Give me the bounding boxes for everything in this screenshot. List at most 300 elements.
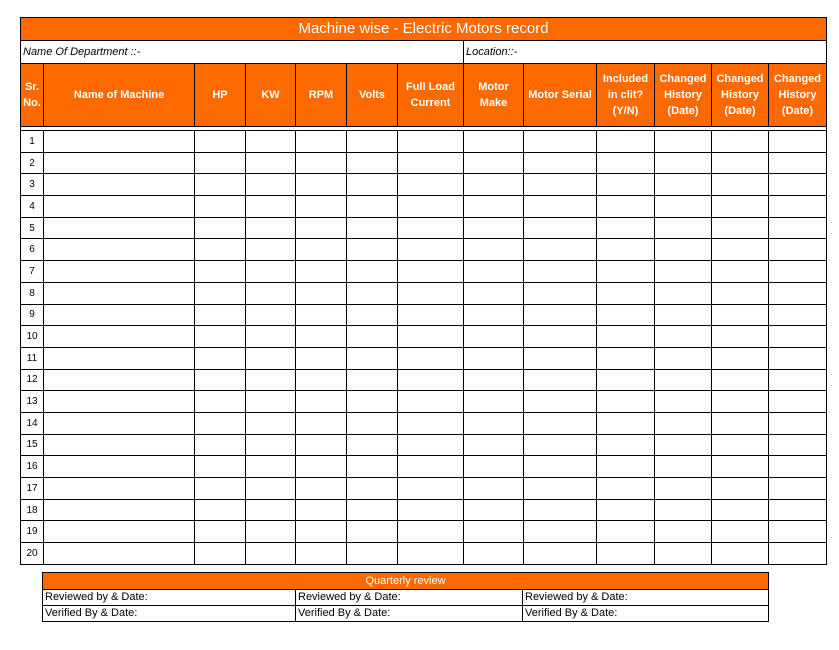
- row-number: 10: [21, 326, 44, 348]
- table-cell[interactable]: [464, 543, 524, 565]
- table-cell[interactable]: [712, 304, 769, 326]
- table-cell[interactable]: [246, 304, 296, 326]
- table-cell[interactable]: [712, 456, 769, 478]
- table-cell[interactable]: [464, 499, 524, 521]
- table-cell[interactable]: [195, 543, 246, 565]
- table-cell[interactable]: [347, 478, 398, 500]
- table-cell[interactable]: [464, 326, 524, 348]
- table-cell[interactable]: [464, 152, 524, 174]
- table-cell[interactable]: [195, 499, 246, 521]
- col-changed-history-3: Changed History (Date): [769, 64, 827, 127]
- table-cell[interactable]: [524, 196, 597, 218]
- table-cell[interactable]: [597, 174, 655, 196]
- table-cell[interactable]: [195, 282, 246, 304]
- table-cell[interactable]: [44, 131, 195, 153]
- table-cell[interactable]: [246, 391, 296, 413]
- table-cell[interactable]: [524, 456, 597, 478]
- department-field[interactable]: Name Of Department ::-: [21, 41, 464, 64]
- table-cell[interactable]: [398, 261, 464, 283]
- table-cell[interactable]: [655, 196, 712, 218]
- table-cell[interactable]: [246, 326, 296, 348]
- table-cell[interactable]: [398, 326, 464, 348]
- table-row: [21, 434, 827, 456]
- table-cell[interactable]: [464, 369, 524, 391]
- table-cell[interactable]: [246, 152, 296, 174]
- table-cell[interactable]: [398, 369, 464, 391]
- table-cell[interactable]: [44, 543, 195, 565]
- table-cell[interactable]: [347, 261, 398, 283]
- table-cell[interactable]: [398, 347, 464, 369]
- table-cell[interactable]: [347, 239, 398, 261]
- table-cell[interactable]: [347, 282, 398, 304]
- table-cell[interactable]: [246, 478, 296, 500]
- table-cell[interactable]: [44, 478, 195, 500]
- table-cell[interactable]: [398, 174, 464, 196]
- table-cell[interactable]: [195, 131, 246, 153]
- table-cell[interactable]: [347, 369, 398, 391]
- table-cell[interactable]: [246, 521, 296, 543]
- table-body: [21, 131, 827, 565]
- table-cell[interactable]: [655, 347, 712, 369]
- table-cell[interactable]: [296, 282, 347, 304]
- table-cell[interactable]: [296, 391, 347, 413]
- table-row: [21, 499, 827, 521]
- table-cell[interactable]: [655, 434, 712, 456]
- table-cell[interactable]: [347, 326, 398, 348]
- table-row: [21, 152, 827, 174]
- table-cell[interactable]: [524, 369, 597, 391]
- row-number: 6: [21, 239, 44, 261]
- table-cell[interactable]: [524, 304, 597, 326]
- table-cell[interactable]: [44, 412, 195, 434]
- table-cell[interactable]: [597, 326, 655, 348]
- table-cell[interactable]: [195, 369, 246, 391]
- table-cell[interactable]: [464, 131, 524, 153]
- table-cell[interactable]: [769, 217, 827, 239]
- table-cell[interactable]: [44, 391, 195, 413]
- table-cell[interactable]: [296, 304, 347, 326]
- table-row: [21, 282, 827, 304]
- col-full-load-current: Full Load Current: [398, 64, 464, 127]
- table-cell[interactable]: [398, 131, 464, 153]
- table-cell[interactable]: [246, 499, 296, 521]
- table-cell[interactable]: [246, 434, 296, 456]
- table-cell[interactable]: [347, 347, 398, 369]
- row-number: 16: [21, 456, 44, 478]
- table-cell[interactable]: [597, 261, 655, 283]
- table-cell[interactable]: [524, 434, 597, 456]
- table-cell[interactable]: [246, 347, 296, 369]
- table-cell[interactable]: [464, 196, 524, 218]
- table-cell[interactable]: [712, 347, 769, 369]
- table-cell[interactable]: [44, 174, 195, 196]
- quarterly-review-box: [42, 572, 768, 622]
- table-cell[interactable]: [712, 131, 769, 153]
- table-cell[interactable]: [464, 174, 524, 196]
- table-cell[interactable]: [195, 456, 246, 478]
- col-rpm: RPM: [296, 64, 347, 127]
- table-cell[interactable]: [597, 304, 655, 326]
- table-cell[interactable]: [464, 304, 524, 326]
- table-cell[interactable]: [246, 261, 296, 283]
- table-cell[interactable]: [398, 196, 464, 218]
- table-cell[interactable]: [769, 174, 827, 196]
- row-number: 8: [21, 282, 44, 304]
- table-cell[interactable]: [347, 543, 398, 565]
- table-cell[interactable]: [597, 543, 655, 565]
- table-cell[interactable]: [195, 391, 246, 413]
- table-cell[interactable]: [44, 369, 195, 391]
- col-kw: KW: [246, 64, 296, 127]
- table-row: [21, 347, 827, 369]
- table-cell[interactable]: [597, 499, 655, 521]
- table-cell[interactable]: [712, 521, 769, 543]
- table-cell[interactable]: [524, 174, 597, 196]
- table-cell[interactable]: [769, 521, 827, 543]
- table-cell[interactable]: [712, 282, 769, 304]
- verified-by-field[interactable]: Verified By & Date:: [296, 606, 523, 622]
- table-cell[interactable]: [44, 326, 195, 348]
- table-cell[interactable]: [655, 391, 712, 413]
- table-cell[interactable]: [296, 412, 347, 434]
- table-cell[interactable]: [769, 347, 827, 369]
- table-cell[interactable]: [398, 543, 464, 565]
- table-row: [21, 391, 827, 413]
- table-cell[interactable]: [712, 326, 769, 348]
- table-cell[interactable]: [712, 239, 769, 261]
- table-row: [21, 326, 827, 348]
- table-cell[interactable]: [655, 239, 712, 261]
- table-cell[interactable]: [712, 499, 769, 521]
- table-cell[interactable]: [246, 174, 296, 196]
- table-cell[interactable]: [597, 152, 655, 174]
- table-cell[interactable]: [712, 391, 769, 413]
- table-cell[interactable]: [347, 152, 398, 174]
- table-cell[interactable]: [524, 261, 597, 283]
- row-number: 4: [21, 196, 44, 218]
- table-cell[interactable]: [347, 499, 398, 521]
- row-number: 17: [21, 478, 44, 500]
- table-cell[interactable]: [655, 217, 712, 239]
- table-cell[interactable]: [597, 239, 655, 261]
- table-cell[interactable]: [347, 521, 398, 543]
- table-cell[interactable]: [655, 412, 712, 434]
- sheet-title: Machine wise - Electric Motors record: [21, 18, 827, 41]
- table-cell[interactable]: [769, 369, 827, 391]
- table-cell[interactable]: [246, 456, 296, 478]
- row-number: 7: [21, 261, 44, 283]
- table-cell[interactable]: [44, 239, 195, 261]
- table-row: [21, 412, 827, 434]
- table-cell[interactable]: [524, 152, 597, 174]
- table-cell[interactable]: [296, 261, 347, 283]
- table-cell[interactable]: [524, 282, 597, 304]
- table-cell[interactable]: [398, 391, 464, 413]
- table-cell[interactable]: [464, 347, 524, 369]
- table-cell[interactable]: [597, 412, 655, 434]
- table-cell[interactable]: [347, 391, 398, 413]
- table-cell[interactable]: [398, 412, 464, 434]
- table-cell[interactable]: [597, 217, 655, 239]
- table-cell[interactable]: [44, 261, 195, 283]
- table-row: [21, 174, 827, 196]
- table-cell[interactable]: [195, 261, 246, 283]
- table-cell[interactable]: [296, 152, 347, 174]
- table-cell[interactable]: [597, 391, 655, 413]
- table-cell[interactable]: [524, 521, 597, 543]
- table-row: [21, 304, 827, 326]
- table-row: [21, 521, 827, 543]
- table-cell[interactable]: [398, 434, 464, 456]
- table-cell[interactable]: [398, 239, 464, 261]
- reviewed-by-field[interactable]: Reviewed by & Date:: [296, 590, 523, 606]
- table-cell[interactable]: [769, 282, 827, 304]
- table-cell[interactable]: [347, 456, 398, 478]
- col-volts: Volts: [347, 64, 398, 127]
- table-cell[interactable]: [464, 412, 524, 434]
- table-cell[interactable]: [296, 347, 347, 369]
- verified-by-field[interactable]: Verified By & Date:: [43, 606, 296, 622]
- table-cell[interactable]: [712, 369, 769, 391]
- table-cell[interactable]: [347, 217, 398, 239]
- table-cell[interactable]: [464, 434, 524, 456]
- table-cell[interactable]: [296, 326, 347, 348]
- table-cell[interactable]: [246, 217, 296, 239]
- table-cell[interactable]: [464, 282, 524, 304]
- table-cell[interactable]: [597, 282, 655, 304]
- table-row: [21, 456, 827, 478]
- table-cell[interactable]: [769, 456, 827, 478]
- table-cell[interactable]: [44, 347, 195, 369]
- table-cell[interactable]: [524, 347, 597, 369]
- table-cell[interactable]: [398, 217, 464, 239]
- row-number: 2: [21, 152, 44, 174]
- table-cell[interactable]: [195, 521, 246, 543]
- row-number: 11: [21, 347, 44, 369]
- table-cell[interactable]: [597, 196, 655, 218]
- table-cell[interactable]: [464, 239, 524, 261]
- table-cell[interactable]: [712, 478, 769, 500]
- table-cell[interactable]: [655, 499, 712, 521]
- table-cell[interactable]: [524, 131, 597, 153]
- table-cell[interactable]: [296, 174, 347, 196]
- table-cell[interactable]: [712, 543, 769, 565]
- table-cell[interactable]: [347, 174, 398, 196]
- col-hp: HP: [195, 64, 246, 127]
- table-cell[interactable]: [597, 456, 655, 478]
- table-cell[interactable]: [655, 456, 712, 478]
- table-cell[interactable]: [44, 217, 195, 239]
- table-cell[interactable]: [524, 391, 597, 413]
- table-cell[interactable]: [195, 239, 246, 261]
- table-cell[interactable]: [464, 217, 524, 239]
- table-cell[interactable]: [398, 152, 464, 174]
- table-cell[interactable]: [655, 478, 712, 500]
- table-cell[interactable]: [655, 543, 712, 565]
- table-cell[interactable]: [246, 196, 296, 218]
- col-motor-make: Motor Make: [464, 64, 524, 127]
- table-cell[interactable]: [597, 434, 655, 456]
- table-cell[interactable]: [524, 543, 597, 565]
- table-cell[interactable]: [769, 434, 827, 456]
- table-cell[interactable]: [347, 304, 398, 326]
- table-cell[interactable]: [655, 326, 712, 348]
- table-cell[interactable]: [398, 456, 464, 478]
- quarterly-review-title: Quarterly review: [43, 573, 769, 590]
- table-cell[interactable]: [246, 369, 296, 391]
- motor-record-table: [20, 17, 827, 565]
- table-cell[interactable]: [524, 217, 597, 239]
- table-cell[interactable]: [712, 152, 769, 174]
- motor-record-sheet: [20, 17, 826, 565]
- table-cell[interactable]: [398, 282, 464, 304]
- table-cell[interactable]: [296, 434, 347, 456]
- table-cell[interactable]: [712, 196, 769, 218]
- table-cell[interactable]: [769, 326, 827, 348]
- table-cell[interactable]: [347, 412, 398, 434]
- table-cell[interactable]: [296, 131, 347, 153]
- table-cell[interactable]: [769, 196, 827, 218]
- table-cell[interactable]: [195, 412, 246, 434]
- table-row: [21, 239, 827, 261]
- table-cell[interactable]: [296, 456, 347, 478]
- table-cell[interactable]: [44, 456, 195, 478]
- table-cell[interactable]: [44, 282, 195, 304]
- table-cell[interactable]: [597, 131, 655, 153]
- table-row: [21, 131, 827, 153]
- table-cell[interactable]: [195, 347, 246, 369]
- table-cell[interactable]: [524, 239, 597, 261]
- table-row: [21, 217, 827, 239]
- table-cell[interactable]: [44, 499, 195, 521]
- table-cell[interactable]: [712, 412, 769, 434]
- table-cell[interactable]: [246, 131, 296, 153]
- table-cell[interactable]: [655, 282, 712, 304]
- table-cell[interactable]: [769, 391, 827, 413]
- table-cell[interactable]: [347, 196, 398, 218]
- table-cell[interactable]: [597, 478, 655, 500]
- col-changed-history-1: Changed History (Date): [655, 64, 712, 127]
- table-cell[interactable]: [398, 521, 464, 543]
- table-cell[interactable]: [195, 174, 246, 196]
- table-cell[interactable]: [655, 521, 712, 543]
- table-cell[interactable]: [597, 521, 655, 543]
- table-cell[interactable]: [769, 239, 827, 261]
- table-cell[interactable]: [195, 478, 246, 500]
- table-cell[interactable]: [464, 391, 524, 413]
- row-number: 12: [21, 369, 44, 391]
- reviewed-by-field[interactable]: Reviewed by & Date:: [523, 590, 769, 606]
- table-cell[interactable]: [769, 478, 827, 500]
- table-cell[interactable]: [597, 347, 655, 369]
- table-cell[interactable]: [398, 499, 464, 521]
- table-cell[interactable]: [712, 434, 769, 456]
- row-number: 19: [21, 521, 44, 543]
- col-machine-name: Name of Machine: [44, 64, 195, 127]
- table-cell[interactable]: [246, 412, 296, 434]
- verified-by-field[interactable]: Verified By & Date:: [523, 606, 769, 622]
- row-number: 14: [21, 412, 44, 434]
- table-cell[interactable]: [712, 174, 769, 196]
- table-cell[interactable]: [44, 434, 195, 456]
- row-number: 3: [21, 174, 44, 196]
- table-cell[interactable]: [769, 304, 827, 326]
- table-cell[interactable]: [195, 196, 246, 218]
- table-cell[interactable]: [597, 369, 655, 391]
- table-cell[interactable]: [296, 217, 347, 239]
- reviewed-by-field[interactable]: Reviewed by & Date:: [43, 590, 296, 606]
- table-cell[interactable]: [464, 261, 524, 283]
- table-cell[interactable]: [712, 261, 769, 283]
- table-cell[interactable]: [44, 152, 195, 174]
- table-cell[interactable]: [195, 217, 246, 239]
- table-cell[interactable]: [464, 456, 524, 478]
- table-cell[interactable]: [655, 369, 712, 391]
- row-number: 20: [21, 543, 44, 565]
- table-cell[interactable]: [296, 369, 347, 391]
- table-cell[interactable]: [296, 521, 347, 543]
- table-cell[interactable]: [296, 196, 347, 218]
- table-cell[interactable]: [655, 174, 712, 196]
- table-cell[interactable]: [195, 304, 246, 326]
- table-cell[interactable]: [296, 543, 347, 565]
- table-cell[interactable]: [769, 152, 827, 174]
- table-cell[interactable]: [347, 434, 398, 456]
- table-cell[interactable]: [44, 304, 195, 326]
- table-cell[interactable]: [246, 239, 296, 261]
- table-row: [21, 369, 827, 391]
- table-cell[interactable]: [398, 304, 464, 326]
- table-cell[interactable]: [296, 478, 347, 500]
- table-cell[interactable]: [398, 478, 464, 500]
- table-cell[interactable]: [655, 304, 712, 326]
- table-cell[interactable]: [347, 131, 398, 153]
- table-cell[interactable]: [655, 152, 712, 174]
- table-cell[interactable]: [712, 217, 769, 239]
- table-cell[interactable]: [296, 499, 347, 521]
- table-cell[interactable]: [464, 478, 524, 500]
- quarterly-review-table: [42, 572, 769, 622]
- table-cell[interactable]: [524, 326, 597, 348]
- table-cell[interactable]: [655, 261, 712, 283]
- table-cell[interactable]: [769, 261, 827, 283]
- table-cell[interactable]: [464, 521, 524, 543]
- table-cell[interactable]: [769, 412, 827, 434]
- table-cell[interactable]: [769, 543, 827, 565]
- table-cell[interactable]: [246, 543, 296, 565]
- table-cell[interactable]: [195, 326, 246, 348]
- row-number: 18: [21, 499, 44, 521]
- table-cell[interactable]: [524, 412, 597, 434]
- table-cell[interactable]: [195, 434, 246, 456]
- table-cell[interactable]: [769, 131, 827, 153]
- location-field[interactable]: Location::-: [464, 41, 827, 64]
- col-motor-serial: Motor Serial: [524, 64, 597, 127]
- table-row: [21, 478, 827, 500]
- table-row: [21, 543, 827, 565]
- table-cell[interactable]: [195, 152, 246, 174]
- col-changed-history-2: Changed History (Date): [712, 64, 769, 127]
- table-cell[interactable]: [655, 131, 712, 153]
- table-cell[interactable]: [769, 499, 827, 521]
- table-cell[interactable]: [44, 521, 195, 543]
- table-cell[interactable]: [44, 196, 195, 218]
- row-number: 13: [21, 391, 44, 413]
- table-cell[interactable]: [246, 282, 296, 304]
- table-cell[interactable]: [524, 478, 597, 500]
- table-cell[interactable]: [296, 239, 347, 261]
- table-cell[interactable]: [524, 499, 597, 521]
